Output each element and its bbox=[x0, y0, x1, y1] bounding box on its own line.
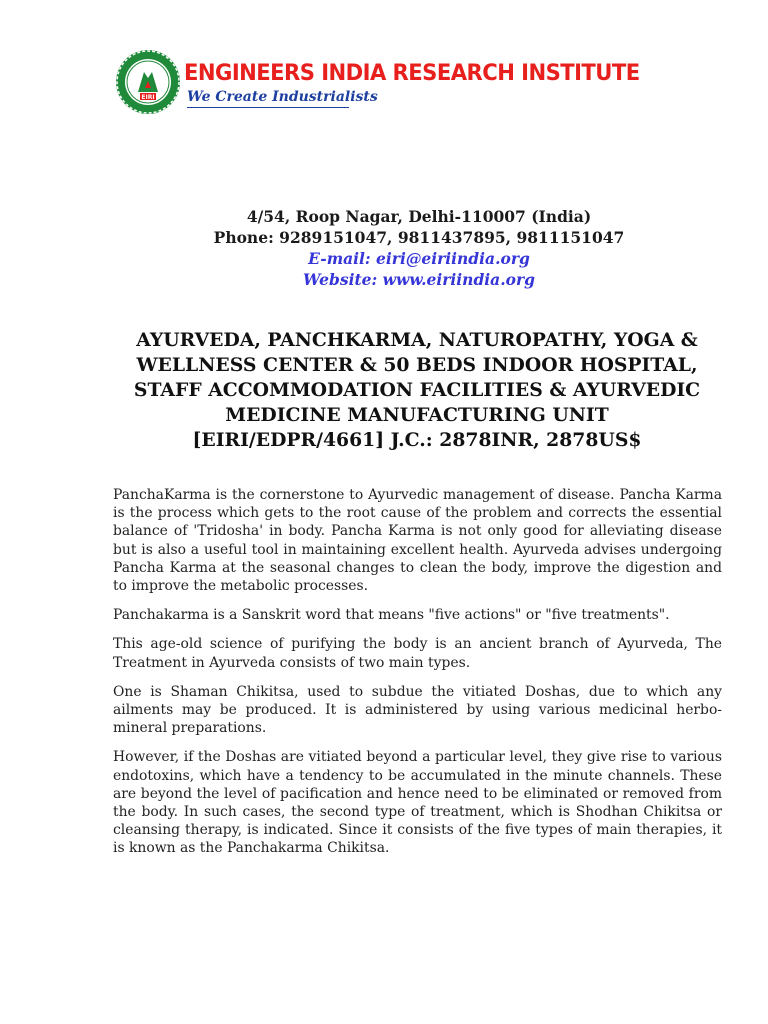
paragraph: Panchakarma is a Sanskrit word that means "five actions" or "five treatments". bbox=[113, 607, 670, 624]
title-line: WELLNESS CENTER & 50 BEDS INDOOR HOSPITAL, bbox=[136, 354, 698, 376]
website-link[interactable]: Website: www.eiriindia.org bbox=[303, 270, 535, 289]
paragraph: This age-old science of purifying the body is an ancient branch of Ayurveda, The Treatment in Ayurveda consists of two main types. bbox=[113, 636, 722, 671]
seal-text: EIRI bbox=[141, 94, 155, 101]
document-title bbox=[110, 328, 724, 453]
org-name: ENGINEERS INDIA RESEARCH INSTITUTE bbox=[184, 60, 640, 86]
tagline-underline bbox=[187, 107, 349, 108]
header-logo bbox=[114, 48, 640, 118]
title-line: MEDICINE MANUFACTURING UNIT bbox=[225, 404, 609, 426]
title-line: [EIRI/EDPR/4661] J.C.: 2878INR, 2878US$ bbox=[192, 429, 642, 451]
tagline: We Create Industrialists bbox=[187, 89, 378, 105]
title-line: STAFF ACCOMMODATION FACILITIES & AYURVEDIC bbox=[133, 379, 701, 401]
institute-seal-logo bbox=[114, 48, 182, 116]
email-link[interactable]: E-mail: eiri@eiriindia.org bbox=[308, 249, 530, 268]
contact-block bbox=[0, 206, 768, 290]
title-line: AYURVEDA, PANCHKARMA, NATUROPATHY, YOGA & bbox=[136, 329, 698, 351]
paragraph: One is Shaman Chikitsa, used to subdue the vitiated Doshas, due to which any ailments may be produced. It is administered by using various medicinal herbo-mineral preparations. bbox=[113, 683, 722, 737]
address: 4/54, Roop Nagar, Delhi-110007 (India) bbox=[246, 207, 592, 226]
paragraph: However, if the Doshas are vitiated beyond a particular level, they give rise to various endotoxins, which have a tendency to be accumulated in the minute channels. These are beyond the level of pacification and hence need to be eliminated or removed from the body. In such cases, the second type of treatment, which is Shodhan Chikitsa or cleansing therapy, is indicated. Since it consists of the five types of main therapies, it is known as the Panchakarma Chikitsa. bbox=[113, 749, 722, 857]
paragraph: PanchaKarma is the cornerstone to Ayurvedic management of disease. Pancha Karma is the process which gets to the root cause of the problem and corrects the essential balance of 'Tridosha' in body. Pancha Karma is not only good for alleviating disease but is also a useful tool in maintaining excellent health. Ayurveda advises undergoing Pancha Karma at the seasonal changes to clean the body, improve the digestion and to improve the metabolic processes. bbox=[113, 487, 722, 595]
phone-numbers: Phone: 9289151047, 9811437895, 9811151047 bbox=[213, 228, 625, 247]
body-text bbox=[113, 486, 722, 869]
